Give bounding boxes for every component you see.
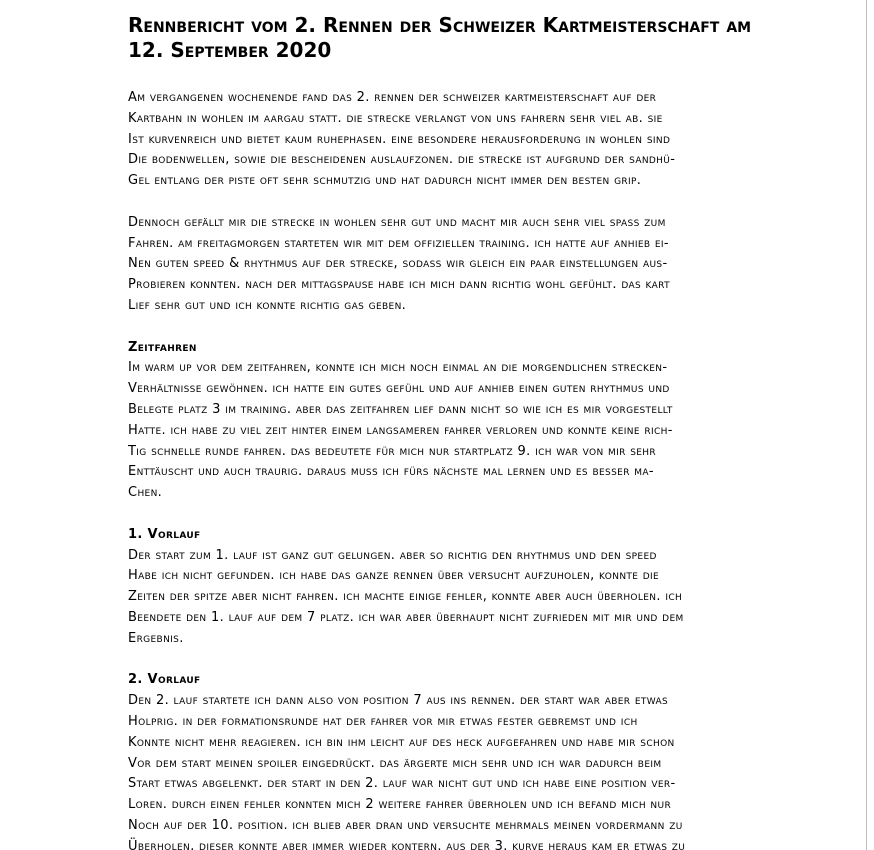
text-line: Ergebnis. bbox=[128, 630, 184, 646]
text-line: Die bodenwellen, sowie die bescheidenen auslaufzonen. die strecke ist aufgrund der sandhü- bbox=[128, 152, 676, 168]
section-paragraph-vorlauf-2 bbox=[128, 691, 768, 850]
text-line: Am vergangenen wochenende fand das 2. rennen der schweizer kartmeisterschaft auf der bbox=[128, 90, 657, 105]
text-line: Gel entlang der piste oft sehr schmutzig und hat dadurch nicht immer den besten grip. bbox=[128, 173, 642, 189]
section-paragraph-vorlauf-1 bbox=[128, 546, 768, 650]
title-line-1: Rennbericht vom 2. Rennen der Schweizer Kartmeisterschaft am bbox=[128, 13, 752, 37]
intro-paragraph-2 bbox=[128, 213, 768, 317]
text-line: Tig schnelle runde fahren. das bedeutete für mich nur startplatz 9. ich war von mir sehr bbox=[128, 443, 657, 459]
text-line: Ist kurvenreich und bietet kaum ruhephasen. eine besondere herausforderung in wohlen sind bbox=[128, 131, 671, 147]
text-line: Zeiten der spitze aber nicht fahren. ich machte einige fehler, konnte aber auch überholen. ich bbox=[128, 589, 683, 605]
text-line: Holprig. in der formationsrunde hat der fahrer vor mir etwas fester gebremst und ich bbox=[128, 713, 638, 729]
title-line-2: 12. September 2020 bbox=[128, 38, 332, 62]
text-line: Kartbahn in wohlen im aargau statt. die strecke verlangt von uns fahrern sehr viel ab. sie bbox=[128, 110, 663, 126]
document-title bbox=[128, 13, 768, 63]
document-page bbox=[128, 0, 768, 850]
text-line: Überholen, dieser konnte aber immer wieder kontern. aus der 3. kurve heraus kam er etwas zu bbox=[128, 838, 686, 850]
text-line: Vor dem start meinen spoiler eingedrückt. das ärgerte mich sehr und ich war dadurch beim bbox=[128, 755, 662, 771]
text-line: Enttäuscht und auch traurig. daraus muss ich fürs nächste mal lernen und es besser ma- bbox=[128, 464, 654, 480]
text-line: Den 2. lauf startete ich dann also von position 7 aus ins rennen. der start war aber etwas bbox=[128, 693, 669, 709]
intro-paragraph-1 bbox=[128, 88, 768, 192]
text-line: Lief sehr gut und ich konnte richtig gas geben. bbox=[128, 297, 407, 313]
text-line: Beendete den 1. lauf auf dem 7 platz. ich war aber überhaupt nicht zufrieden mit mir und dem bbox=[128, 609, 684, 625]
text-line: Dennoch gefällt mir die strecke in wohlen sehr gut und macht mir auch sehr viel spass zum bbox=[128, 214, 666, 230]
text-line: Im warm up vor dem zeitfahren, konnte ich mich noch einmal an die morgendlichen strecken- bbox=[128, 360, 668, 376]
text-line: Loren. durch einen fehler konnten mich 2 weitere fahrer überholen und ich befand mich nur bbox=[128, 797, 672, 813]
text-line: Nen guten speed & rhythmus auf der strecke, sodass wir gleich ein paar einstellungen aus- bbox=[128, 256, 668, 272]
text-line: Hatte. ich habe zu viel zeit hinter einem langsameren fahrer verloren und konnte keine rich- bbox=[128, 422, 673, 438]
section-heading-vorlauf-1: 1. Vorlauf bbox=[128, 526, 201, 542]
text-line: Noch auf der 10. position. ich blieb aber dran und versuchte mehrmals meinen vordermann zu bbox=[128, 817, 683, 833]
text-line: Probieren konnten. nach der mittagspause habe ich mich dann richtig wohl gefühlt. das kart bbox=[128, 277, 670, 293]
text-line: Fahren. am freitagmorgen starteten wir mit dem offiziellen training. ich hatte auf anhieb ei- bbox=[128, 235, 669, 251]
section-heading-zeitfahren: Zeitfahren bbox=[128, 339, 197, 355]
text-line: Belegte platz 3 im training. aber das zeitfahren lief dann nicht so wie ich es mir vorgestellt bbox=[128, 401, 673, 417]
section-heading-vorlauf-2: 2. Vorlauf bbox=[128, 672, 201, 688]
section-paragraph-zeitfahren bbox=[128, 358, 768, 504]
text-line: Chen. bbox=[128, 485, 163, 501]
text-line: Der start zum 1. lauf ist ganz gut gelungen. aber so richtig den rhythmus und den speed bbox=[128, 547, 657, 563]
text-line: Habe ich nicht gefunden. ich habe das ganze rennen über versucht aufzuholen, konnte die bbox=[128, 568, 660, 584]
page-edge bbox=[866, 0, 867, 850]
text-line: Start etwas abgelenkt. der start in den 2. lauf war nicht gut und ich habe eine position ver- bbox=[128, 776, 676, 792]
text-line: Konnte nicht mehr reagieren. ich bin ihm leicht auf des heck aufgefahren und habe mir schon bbox=[128, 734, 675, 750]
text-line: Verhältnisse gewöhnen. ich hatte ein gutes gefühl und auf anhieb einen guten rhythmus und bbox=[128, 381, 670, 397]
